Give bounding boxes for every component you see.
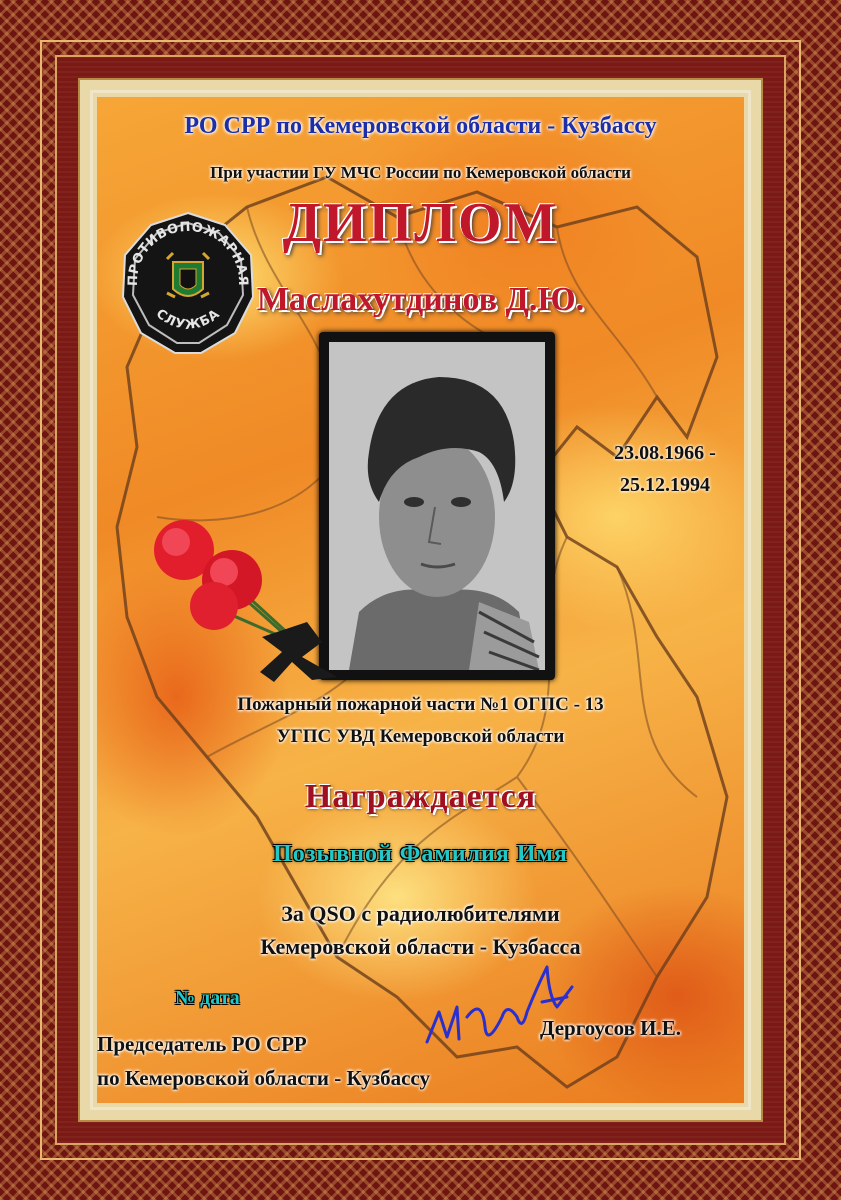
birth-date: 23.08.1966 -: [614, 442, 716, 464]
emblem-bottom-text: СЛУЖБА: [152, 306, 224, 334]
role-line-2: УГПС УВД Кемеровской области: [276, 726, 565, 747]
award-reason: [97, 897, 744, 963]
role-line-1: Пожарный пожарной части №1 ОГПС - 13: [237, 694, 604, 715]
fire-service-emblem: [117, 207, 259, 357]
cooperation-line: При участии ГУ МЧС России по Кемеровской области: [210, 163, 631, 182]
organization-title: РО СРР по Кемеровской области - Кузбассу: [184, 113, 657, 139]
reason-line-2: Кемеровской области - Кузбасса: [260, 934, 581, 959]
diploma-canvas: [97, 97, 744, 1103]
awarded-heading: Награждается: [304, 778, 537, 815]
recipient-placeholder: Позывной Фамилия Имя: [273, 841, 568, 867]
signer-name: Дергоусов И.Е.: [540, 1016, 682, 1040]
number-date-field: № дата: [175, 987, 240, 1009]
honoree-name: Маслахутдинов Д.Ю.: [256, 281, 585, 318]
death-date: 25.12.1994: [620, 474, 710, 496]
life-dates: [585, 437, 744, 501]
reason-line-1: За QSO с радиолюбителями: [281, 901, 560, 926]
memorial-photo-frame: [319, 332, 555, 680]
emblem-top-text: ПРОТИВОПОЖАРНАЯ: [125, 219, 251, 287]
honoree-role: [97, 689, 744, 753]
carnations-with-ribbon-icon: [142, 512, 342, 687]
diploma-heading: ДИПЛОМ: [282, 192, 559, 254]
chairman-line-2: по Кемеровской области - Кузбассу: [97, 1066, 430, 1090]
chairman-line-1: Председатель РО СРР: [97, 1032, 307, 1056]
portrait-photo: [329, 342, 545, 670]
chairman-title: [97, 1027, 430, 1095]
